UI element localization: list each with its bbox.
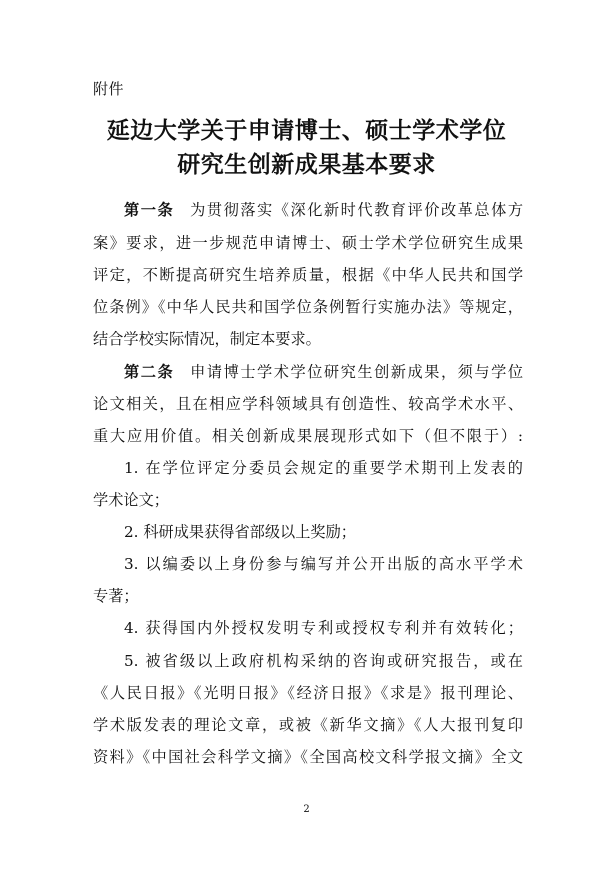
article-2-line-3: 重大应用价值。相关创新成果展现形式如下（但不限于）: [93,427,523,445]
list-item-3: 3. 以编委以上身份参与编写并公开出版的高水平学术 [124,555,523,573]
article-1-line-5: 结合学校实际情况，制定本要求。 [93,330,321,348]
article-1-text-1: 为贯彻落实《深化新时代教育评价改革总体方 [190,201,523,219]
article-1-line-1 [124,200,523,220]
list-item-5: 5. 被省级以上政府机构采纳的咨询或研究报告，或在 [124,652,523,670]
article-1-line-4: 位条例》《中华人民共和国学位条例暂行实施办法》等规定， [93,298,523,316]
list-item-2: 2. 科研成果获得省部级以上奖励； [124,523,356,541]
list-item-3-cont: 专著； [93,587,139,605]
list-item-5-cont-2: 学术版发表的理论文章，或被《新华文摘》《人大报刊复印 [93,716,523,734]
attachment-label: 附件 [93,80,125,98]
article-2-label: 第二条 [124,363,175,381]
list-item-1-cont: 学术论文； [93,491,169,509]
article-1-line-3: 评定，不断提高研究生培养质量，根据《中华人民共和国学 [93,266,523,284]
list-item-5-cont-3: 资料》《中国社会科学文摘》《全国高校文科学报文摘》全文 [93,748,523,766]
article-1-label: 第一条 [124,201,175,219]
document-title-line-1: 延边大学关于申请博士、硕士学术学位 [106,117,507,144]
list-item-4: 4. 获得国内外授权发明专利或授权专利并有效转化； [124,619,523,637]
page-number: 2 [303,804,310,815]
list-item-5-cont-1: 《人民日报》《光明日报》《经济日报》《求是》报刊理论、 [93,684,523,702]
article-2-line-2: 论文相关，且在相应学科领域具有创造性、较高学术水平、 [93,395,523,413]
article-2-text-1: 申请博士学术学位研究生创新成果，须与学位 [190,363,523,381]
list-item-1: 1. 在学位评定分委员会规定的重要学术期刊上发表的 [124,459,523,477]
article-2-line-1 [124,362,523,382]
article-1-line-2: 案》要求，进一步规范申请博士、硕士学术学位研究生成果 [93,234,523,252]
document-title-line-2: 研究生创新成果基本要求 [177,151,436,178]
